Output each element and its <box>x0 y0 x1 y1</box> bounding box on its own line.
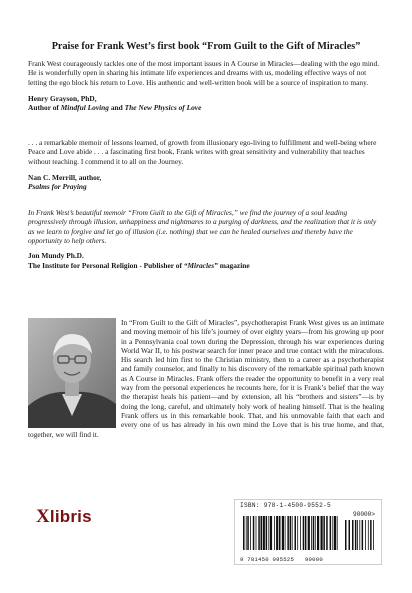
review-1-book2: The New Physics of Love <box>124 103 202 113</box>
review-1-author: Henry Grayson, PhD, <box>28 93 97 103</box>
review-3-text: In Frank West’s beautiful memoir “From Guilt to the Gift of Miracles,” we find the journey of a soul leading progressively through illusion, unhappiness and nightmares to a purging of darkness, and the realization that it is only as we learn to forgive and let go of illusion (i.e. nothing) that we can be healed ourselves and thereby have the opportunity to help others. <box>28 208 377 245</box>
barcode-bar <box>287 516 289 550</box>
barcode-addon-bar <box>368 520 369 550</box>
barcode-bar <box>323 516 325 550</box>
praise-heading: Praise for Frank West’s first book “From Guilt to the Gift of Miracles” <box>51 41 361 52</box>
barcode-bar <box>332 516 333 550</box>
barcode-addon-digits: 90000 <box>304 556 323 563</box>
review-3-affil-prefix: The Institute for Personal Religion - Publisher of <box>28 260 184 270</box>
publisher-logo-rest: libris <box>49 507 92 526</box>
bio <box>28 318 384 439</box>
review-1-affil-prefix: Author of <box>28 103 61 113</box>
barcode-bar <box>297 516 298 550</box>
barcode-bar <box>334 516 336 550</box>
barcode-bar <box>282 516 284 550</box>
barcode-bar <box>311 516 312 550</box>
barcode-bar <box>308 516 310 550</box>
barcode-bar <box>326 516 328 550</box>
barcode-addon-bar <box>362 520 364 550</box>
publisher-logo-x: X <box>36 506 50 527</box>
barcode-bar <box>247 516 249 550</box>
photo-space <box>28 318 121 428</box>
barcode-addon-bar <box>359 520 360 550</box>
barcode-bar <box>266 516 268 550</box>
barcode-digits <box>240 556 323 563</box>
review-1-text: Frank West courageously tackles one of the most important issues in A Course in Miracles—dealing with the ego mind. He is wonderfully open in sharing his intimate life experiences and dreams with us, modeling effective ways of not letting the ego block his return to Love. His authentic and well-written book will be a source of inspiration to many. <box>28 59 380 87</box>
barcode-bar <box>253 516 255 550</box>
barcode-addon-bar <box>349 520 351 550</box>
review-2-book: Psalms for Praying <box>28 182 87 192</box>
barcode-bar <box>276 516 278 550</box>
barcode-addon-bar <box>370 520 372 550</box>
review-1-affiliation <box>28 103 384 112</box>
barcode-bar <box>321 516 323 550</box>
review-2-author: Nan C. Merrill, author, <box>28 172 102 182</box>
isbn-label: ISBN: 978-1-4500-9552-5 <box>240 502 332 509</box>
barcode-bar <box>261 516 263 550</box>
barcode-addon-bar <box>357 520 358 550</box>
publisher-logo <box>36 506 92 528</box>
barcode-addon-bar <box>352 520 354 550</box>
barcode-bar <box>330 516 332 550</box>
bio-text: In “From Guilt to the Gift of Miracles”, psychotherapist Frank West gives us an intimate and moving memoir of his life’s journey of over eighty years—from his growing up poor in a Pennsylvania coal town during the Depression, through his war experiences during World War II, to his postwar search for inner peace and true contact with the miraculous. His search led him first to the Christian ministry, then to a career as a psychotherapist and family counselor, and finally to his discovery of the remarkable spiritual path known as A Course in Miracles. Frank offers the reader the opportunity to benefit in a very real way from the personal experiences he recounts here, for it is Frank’s belief that the way the therapist heals his patient—and by extension, all his “brothers and sisters”—is by doing the long, careful, and ultimately holy work of healing himself. That is the healing Frank offers us in this remarkable book. That, and his unmovable faith that each and every one of us has already in his own mind the Love that is his true home, and that, together, we will find it. <box>28 318 384 439</box>
barcode-bar <box>256 516 257 550</box>
barcode-bar <box>246 516 247 550</box>
barcode-bar <box>295 516 297 550</box>
barcode-bar <box>315 516 316 550</box>
review-3-magazine: “Miracles” <box>183 260 218 270</box>
barcode-addon-bar <box>365 520 366 550</box>
review-1 <box>28 59 384 113</box>
barcode-bar <box>274 516 275 550</box>
barcode-bars <box>241 510 377 554</box>
barcode-bar <box>263 516 265 550</box>
barcode-bar <box>292 516 293 550</box>
barcode-bar <box>270 516 272 550</box>
barcode-addon-bar <box>355 520 357 550</box>
barcode-bar <box>313 516 315 550</box>
review-3-affil-suffix: magazine <box>217 260 250 270</box>
barcode-bar <box>268 516 269 550</box>
barcode-bar <box>258 516 260 550</box>
barcode-bar <box>243 516 245 550</box>
review-3-author: Jon Mundy Ph.D. <box>28 251 84 261</box>
barcode-addon-bar <box>345 520 347 550</box>
price-code: 90000> <box>353 511 375 518</box>
review-1-and: and <box>108 103 125 113</box>
barcode-bar <box>290 516 292 550</box>
barcode-addon-bar <box>373 520 374 550</box>
barcode-bar <box>300 516 301 550</box>
barcode-bar <box>305 516 307 550</box>
barcode-bar <box>337 516 338 550</box>
barcode-bar <box>317 516 319 550</box>
isbn-barcode <box>234 499 382 565</box>
review-2 <box>28 138 384 192</box>
barcode-bar <box>279 516 281 550</box>
barcode-bar <box>303 516 305 550</box>
barcode-main-digits: 9 781450 095525 <box>240 556 295 563</box>
review-2-text: . . . a remarkable memoir of lessons learned, of growth from illusionary ego-living to fulfillment and well-being where Peace and Love abide . . . a fascinating first book, Frank writes with great sensitivity and vulnerability that teaches without teaching. I commend it to all on the Journey. <box>28 138 377 166</box>
barcode-bar <box>250 516 251 550</box>
review-1-book1: Mindful Loving <box>60 103 109 113</box>
review-3-affiliation <box>28 261 384 270</box>
review-3 <box>28 208 384 270</box>
barcode-bar <box>285 516 286 550</box>
